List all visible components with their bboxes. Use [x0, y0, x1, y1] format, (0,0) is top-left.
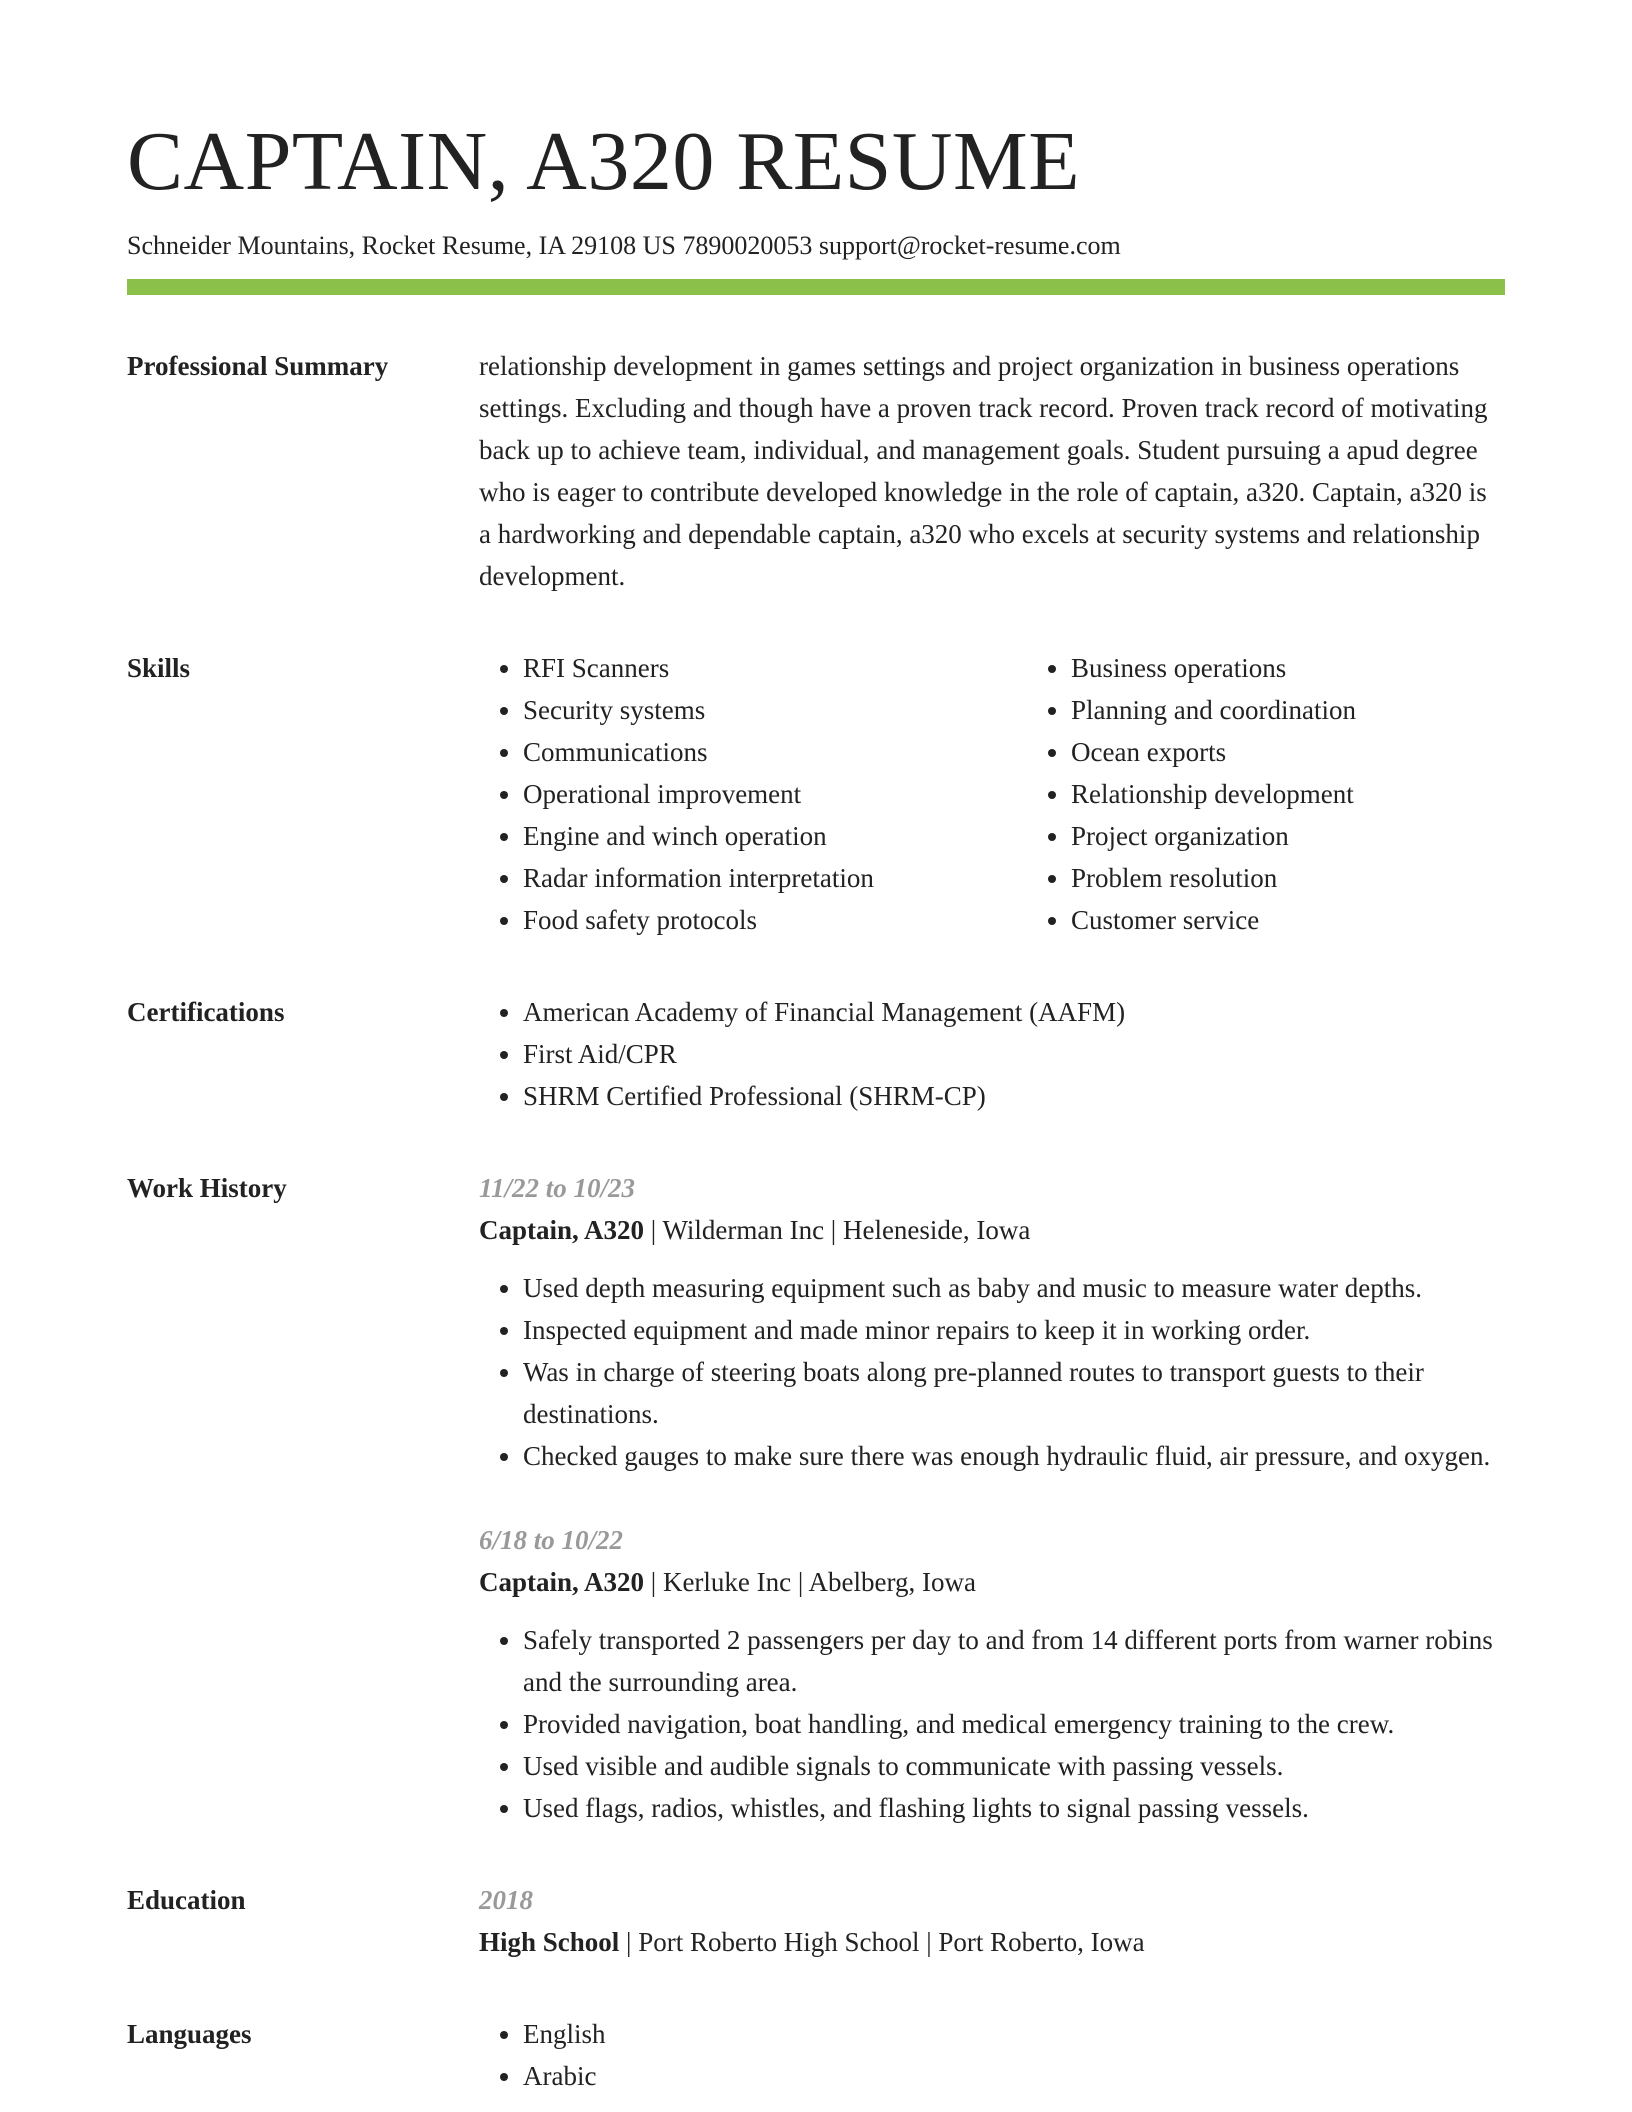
skill-item: • Communications — [523, 731, 1027, 773]
skills-label: Skills — [127, 653, 191, 684]
skills-list-left — [479, 647, 1027, 941]
education-label: Education — [127, 1885, 246, 1916]
work-history-label: Work History — [127, 1173, 287, 1204]
skills-list-right — [1027, 647, 1505, 941]
summary-section — [127, 345, 1505, 597]
job-duties-list — [479, 1267, 1505, 1477]
certifications-section — [127, 991, 1505, 1117]
work-history-section — [127, 1167, 1505, 1829]
skill-item: • Relationship development — [1071, 773, 1505, 815]
job-entry — [479, 1167, 1505, 1477]
skill-item: • Ocean exports — [1071, 731, 1505, 773]
job-dates: 11/22 to 10/23 — [479, 1173, 636, 1204]
job-heading — [479, 1561, 1505, 1603]
job-duties-list — [479, 1619, 1505, 1829]
job-heading — [479, 1209, 1505, 1251]
job-duty: • Used visible and audible signals to communicate with passing vessels. — [523, 1745, 1505, 1787]
skill-item: • Planning and coordination — [1071, 689, 1505, 731]
education-section — [127, 1879, 1505, 1963]
languages-list — [479, 2013, 1505, 2097]
skill-item: • RFI Scanners — [523, 647, 1027, 689]
job-duty: • Used flags, radios, whistles, and flashing lights to signal passing vessels. — [523, 1787, 1505, 1829]
job-duty: • Checked gauges to make sure there was enough hydraulic fluid, air pressure, and oxygen. — [523, 1435, 1505, 1477]
job-dates: 6/18 to 10/22 — [479, 1525, 624, 1556]
job-duty: • Provided navigation, boat handling, and medical emergency training to the crew. — [523, 1703, 1505, 1745]
education-school-location: | Port Roberto High School | Port Roberto, Iowa — [619, 1927, 1145, 1958]
contact-line: Schneider Mountains, Rocket Resume, IA 29108 US 7890020053 support@rocket-resume.com — [127, 231, 1121, 260]
education-year: 2018 — [479, 1885, 533, 1916]
summary-label: Professional Summary — [127, 351, 389, 382]
language-item: • English — [523, 2013, 1505, 2055]
job-duty: • Safely transported 2 passengers per day to and from 14 different ports from warner robins and the surrounding area. — [523, 1619, 1505, 1703]
skills-section — [127, 647, 1505, 941]
skill-item: • Operational improvement — [523, 773, 1027, 815]
job-title: Captain, A320 — [479, 1215, 645, 1246]
skill-item: • Problem resolution — [1071, 857, 1505, 899]
job-employer-location: | Kerluke Inc | Abelberg, Iowa — [644, 1567, 976, 1598]
skill-item: • Food safety protocols — [523, 899, 1027, 941]
certification-item: • SHRM Certified Professional (SHRM-CP) — [523, 1075, 1505, 1117]
job-employer-location: | Wilderman Inc | Heleneside, Iowa — [644, 1215, 1031, 1246]
job-duty: • Used depth measuring equipment such as baby and music to measure water depths. — [523, 1267, 1505, 1309]
skill-item: • Business operations — [1071, 647, 1505, 689]
skill-item: • Radar information interpretation — [523, 857, 1027, 899]
languages-label: Languages — [127, 2019, 252, 2050]
language-item: • Arabic — [523, 2055, 1505, 2097]
skill-item: • Security systems — [523, 689, 1027, 731]
certifications-list — [479, 991, 1505, 1117]
certifications-label: Certifications — [127, 997, 285, 1028]
skill-item: • Customer service — [1071, 899, 1505, 941]
job-entry — [479, 1519, 1505, 1829]
certification-item: • First Aid/CPR — [523, 1033, 1505, 1075]
skill-item: • Project organization — [1071, 815, 1505, 857]
job-duty: • Inspected equipment and made minor repairs to keep it in working order. — [523, 1309, 1505, 1351]
job-duty: • Was in charge of steering boats along pre-planned routes to transport guests to their destinations. — [523, 1351, 1505, 1435]
languages-section — [127, 2013, 1505, 2097]
job-title: Captain, A320 — [479, 1567, 645, 1598]
resume-title: CAPTAIN, A320 RESUME — [127, 115, 1081, 208]
education-degree: High School — [479, 1927, 620, 1958]
summary-text: relationship development in games settings and project organization in business operations settings. Excluding and though have a proven track record. Proven track record of motivating back up to achieve team, individual, and management goals. Student pursuing a apud degree who is eager to contribute developed knowledge in the role of captain, a320. Captain, a320 is a hardworking and dependable captain, a320 who excels at security systems and relationship development. — [479, 351, 1488, 592]
certification-item: • American Academy of Financial Management (AAFM) — [523, 991, 1505, 1033]
header-divider — [127, 279, 1505, 295]
resume-page — [127, 115, 1505, 2097]
skill-item: • Engine and winch operation — [523, 815, 1027, 857]
education-heading — [479, 1921, 1505, 1963]
